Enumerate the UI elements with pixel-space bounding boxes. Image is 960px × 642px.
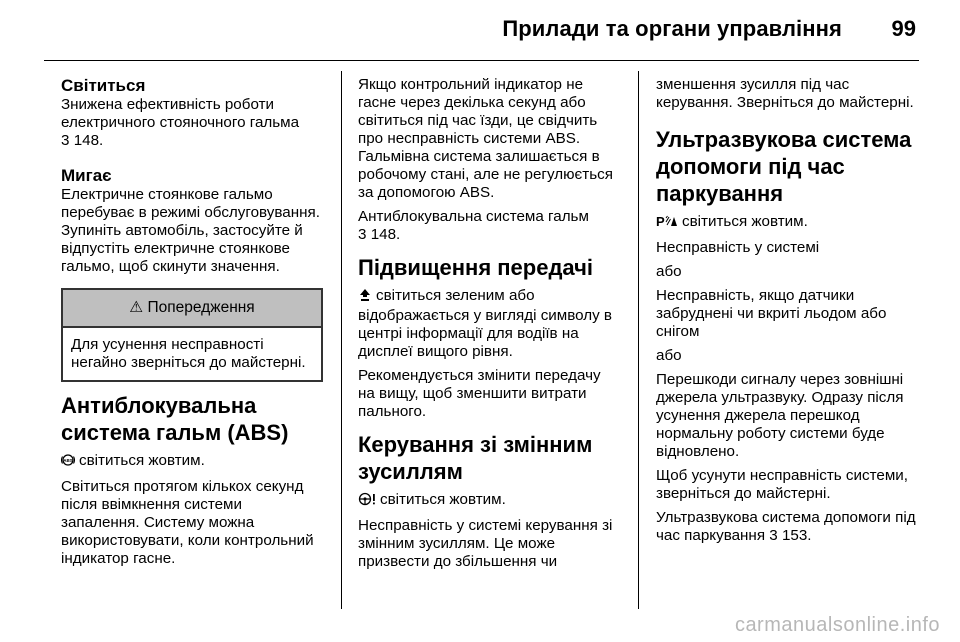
lit-ref[interactable]: 148.	[73, 132, 104, 149]
upshift-heading: Підвищення передачі	[358, 255, 593, 280]
parking-heading: Ультразвукова система допомоги під час паркування	[656, 127, 912, 206]
lit-text: Знижена ефективність роботи електричного стояночного гальма	[61, 96, 300, 131]
parking-assist-icon	[656, 214, 678, 233]
watermark: carmanualsonline.info	[734, 614, 940, 636]
abs-ref-line	[358, 208, 620, 244]
parking-interference-text: Перешкоди сигналу через зовнішні джерела ультразвуку. Одразу після усунення джерела перешкод нормальну роботу системи буде відновлено.	[656, 371, 904, 460]
column-divider	[638, 71, 639, 609]
abs-icon	[61, 453, 75, 472]
ref-arrow-icon: 3	[358, 226, 367, 243]
steering-continued-text: зменшення зусилля під час керування. Зверніться до майстерні.	[656, 76, 914, 111]
parking-fix-text: Щоб усунути несправність системи, зверніться до майстерні.	[656, 467, 908, 502]
abs-ref[interactable]: 148.	[370, 226, 401, 243]
column-1	[61, 76, 323, 574]
steering-heading: Керування зі змінним зусиллям	[358, 432, 593, 484]
or-text: або	[656, 263, 682, 280]
parking-lit-text: світиться жовтим.	[682, 213, 808, 230]
page-number: 99	[891, 16, 916, 41]
svg-text:P: P	[656, 214, 665, 228]
upshift-icon	[358, 288, 372, 307]
upshift-lit-text: світиться зеленим або відображається у вигляді символу в центрі інформації для водіїв на дисплеї вищого рівня.	[358, 287, 612, 360]
header-rule	[44, 60, 919, 61]
ref-arrow-icon: 3	[769, 527, 778, 544]
abs-lit-line	[61, 452, 323, 472]
upshift-text: Рекомендується змінити передачу на вищу, щоб зменшити витрати пального.	[358, 367, 601, 420]
flash-heading: Мигає	[61, 166, 112, 185]
column-3	[656, 76, 924, 551]
warning-box	[61, 288, 323, 382]
warning-title: Попередження	[147, 299, 255, 316]
abs-fault-text: Якщо контрольний індикатор не гасне через декілька секунд або світиться під час їзди, це свідчить про несправність системи ABS. Гальмівна система залишається в робочому стані, але не регулюється за допомогою ABS.	[358, 76, 613, 201]
warning-triangle-icon: ⚠	[129, 299, 144, 316]
abs-text: Світиться протягом кількох секунд після ввімкнення системи запалення. Систему можна використовувати, коли контрольний індикатор гасне.	[61, 478, 314, 567]
svg-text:ABS: ABS	[63, 458, 73, 463]
warning-header	[63, 290, 321, 328]
ref-arrow-icon: 3	[61, 132, 70, 149]
steering-lit-text: світиться жовтим.	[380, 491, 506, 508]
parking-ref[interactable]: 153.	[781, 527, 812, 544]
column-divider	[341, 71, 342, 609]
parking-lit-line	[656, 213, 924, 233]
page-header	[0, 0, 960, 50]
steering-wheel-warning-icon	[358, 492, 376, 511]
upshift-lit-line	[358, 287, 620, 361]
abs-ref-text: Антиблокувальна система гальм	[358, 208, 589, 225]
lit-paragraph	[61, 96, 323, 150]
flash-text: Електричне стоянкове гальмо перебуває в режимі обслуговування. Зупиніть автомобіль, застосуйте й відпустіть електричне стоянкове гальмо, щоб скинути значення.	[61, 186, 320, 275]
abs-lit-text: світиться жовтим.	[79, 452, 205, 469]
lit-heading: Світиться	[61, 76, 146, 95]
abs-heading: Антиблокувальна система гальм (ABS)	[61, 393, 289, 445]
header-title: Прилади та органи управління	[502, 16, 842, 41]
warning-text: Для усунення несправності негайно зверніться до майстерні.	[71, 336, 306, 371]
column-2	[358, 76, 620, 577]
parking-ref-line	[656, 509, 924, 545]
parking-sensors-text: Несправність, якщо датчики забруднені чи вкриті льодом або снігом	[656, 287, 887, 340]
steering-text: Несправність у системі керування зі змінним зусиллям. Це може призвести до збільшення чи	[358, 517, 613, 570]
parking-fault-text: Несправність у системі	[656, 239, 820, 256]
steering-lit-line	[358, 491, 620, 511]
or-text: або	[656, 347, 682, 364]
parking-ref-text: Ультразвукова система допомоги під час паркування	[656, 509, 916, 544]
